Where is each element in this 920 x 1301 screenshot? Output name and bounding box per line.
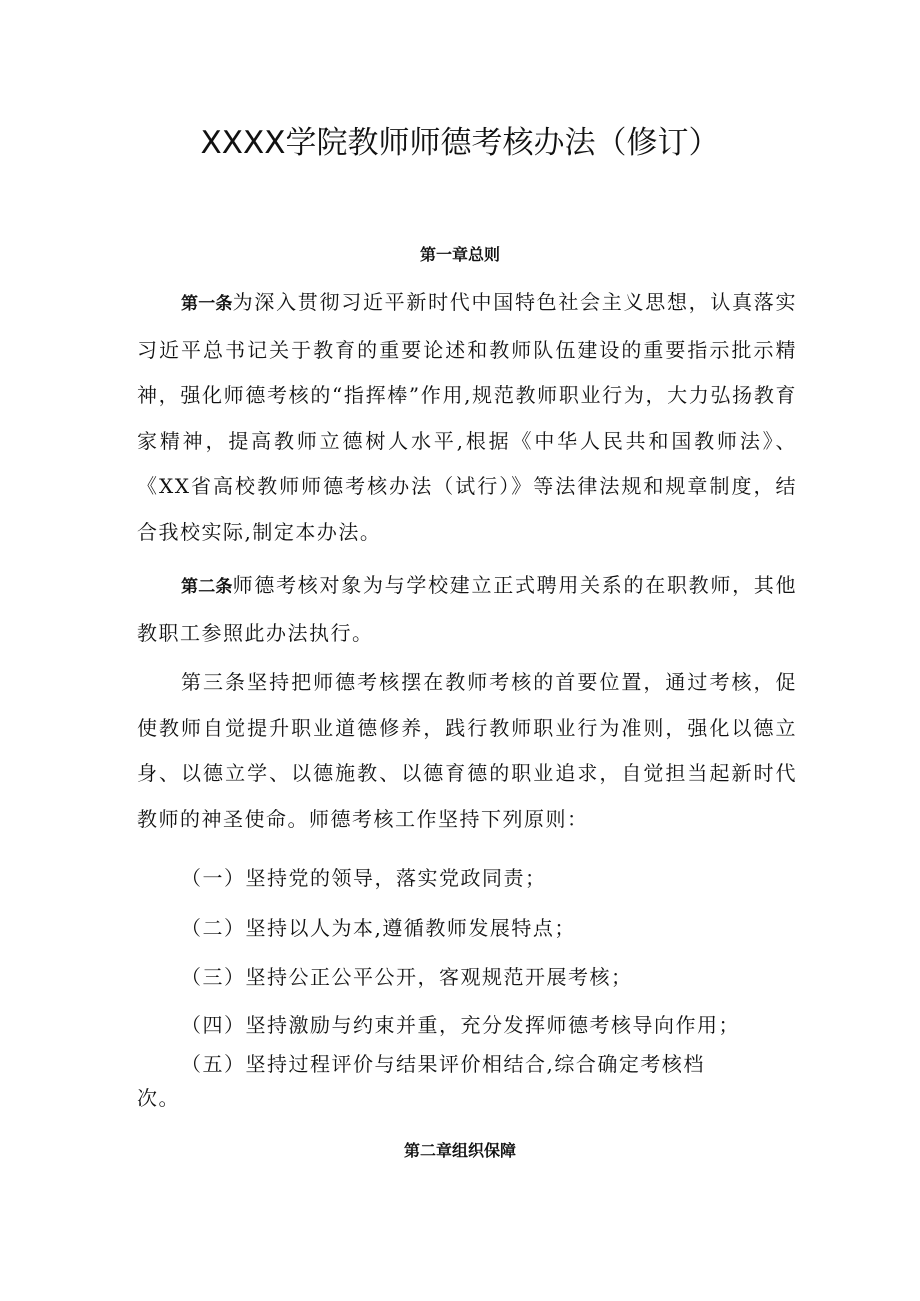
principle-item: （五）坚持过程评价与结果评价相结合,综合确定考核档 [181, 1052, 705, 1076]
principle-item: （二）坚持以人为本,遵循教师发展特点； [181, 916, 576, 940]
chapter-1-heading: 第一章总则 [419, 245, 500, 264]
principle-item: （四）坚持激励与约束并重，充分发挥师德考核导向作用； [181, 1013, 740, 1037]
article-1-text: 为深入贯彻习近平新时代中国特色社会主义思想，认真落实习近平总书记关于教育的重要论述和教师队伍建设的重要指示批示精神，强化师德考核的“指挥棒”作用,规范教师职业行为，大力弘扬教育家精神，提高教师立德树人水平,根据《中华人民共和国教师法》、《XX省高校教师师德考核办法（试行）》等法律法规和规章制度，结合我校实际,制定本办法。 [137, 290, 798, 544]
principle-item-continuation: 次。 [137, 1086, 180, 1110]
chapter-2-heading: 第二章组织保障 [403, 1141, 516, 1160]
document-title: XXXX学院教师师德考核办法（修订） [200, 125, 720, 161]
article-3-paragraph [137, 660, 797, 842]
article-3-label: 第三条 [181, 670, 248, 694]
article-3-text: 坚持把师德考核摆在教师考核的首要位置，通过考核，促使教师自觉提升职业道德修养，践行教师职业行为准则，强化以德立身、以德立学、以德施教、以德育德的职业追求，自觉担当起新时代教师的神圣使命。师德考核工作坚持下列原则： [137, 670, 798, 831]
principle-item: （一）坚持党的领导，落实党政同责； [181, 866, 547, 890]
article-1-label: 第一条 [181, 294, 233, 314]
article-1-paragraph [137, 280, 797, 555]
article-2-paragraph [137, 563, 797, 656]
article-2-label: 第二条 [181, 577, 233, 597]
principle-item: （三）坚持公正公平公开，客观规范开展考核； [181, 965, 633, 989]
article-2-text: 师德考核对象为与学校建立正式聘用关系的在职教师，其他教职工参照此办法执行。 [137, 573, 798, 645]
